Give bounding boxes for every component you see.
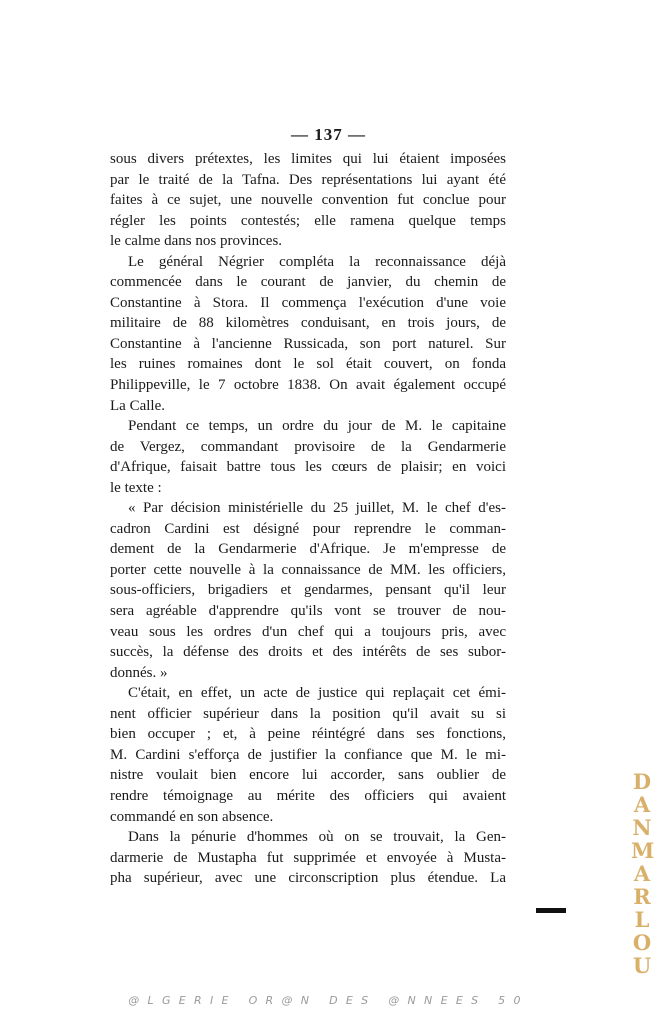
text-line: régler les points contestés; elle ramena quelque temps — [110, 212, 506, 229]
stamp-letter: N — [632, 815, 652, 840]
stamp-letter: O — [632, 930, 652, 955]
text-line: nistre voulait bien encore lui accorder, sans oublier de — [110, 767, 506, 784]
text-line: veau sous les ordres d'un chef qui a toujours pris, avec — [110, 623, 506, 640]
text-line: le calme dans nos provinces. — [110, 233, 283, 250]
stamp-letter: A — [633, 861, 651, 886]
text-line: sera agréable d'apprendre qu'ils vont se trouver de nou- — [110, 603, 506, 620]
stamp-letter: D — [632, 769, 652, 794]
text-line: faites à ce sujet, une nouvelle convention fut conclue pour — [110, 192, 506, 209]
text-line: darmerie de Mustapha fut supprimée et envoyée à Musta- — [110, 849, 506, 866]
stamp-letter: R — [633, 884, 651, 909]
text-line: Philippeville, le 7 octobre 1838. On avait également occupé — [110, 377, 506, 394]
text-line: Le général Négrier compléta la reconnaissance déjà — [128, 253, 506, 270]
text-line: rendre témoignage au mérite des officiers qui avaient — [110, 787, 506, 804]
text-line: La Calle. — [110, 397, 165, 414]
text-line: C'était, en effet, un acte de justice qui replaçait cet émi- — [128, 685, 506, 702]
text-line: cadron Cardini est désigné pour reprendre le comman- — [110, 520, 506, 537]
text-line: bien occuper ; et, à peine réintégré dans ses fonctions, — [110, 726, 506, 743]
text-line: Pendant ce temps, un ordre du jour de M. le capitaine — [128, 418, 506, 435]
text-line: nent officier supérieur dans la position qu'il avait su si — [110, 705, 506, 722]
stamp-letter: A — [633, 792, 651, 817]
text-line: M. Cardini s'efforça de justifier la confiance que M. le mi- — [110, 746, 506, 763]
text-line: sous-officiers, brigadiers et gendarmes, pensant qu'il leur — [110, 582, 506, 599]
text-line: commencée dans le courant de janvier, du chemin de — [110, 274, 506, 291]
text-line: de Vergez, commandant provisoire de la Gendarmerie — [110, 438, 506, 455]
text-line: donnés. » — [110, 664, 168, 681]
footer-watermark: @LGERIE OR@N DES @NNEES 50 — [128, 994, 529, 1007]
side-watermark-stamp — [631, 770, 653, 977]
stamp-letter: M — [631, 838, 655, 863]
text-line: porter cette nouvelle à la connaissance de MM. les officiers, — [110, 561, 506, 578]
text-line: Constantine à l'ancienne Russicada, son port naturel. Sur — [110, 335, 506, 352]
stamp-letter: L — [634, 907, 650, 932]
text-line: pha supérieur, avec une circonscription plus étendue. La — [110, 870, 506, 887]
page-number: — 137 — — [291, 125, 366, 144]
text-line: dement de la Gendarmerie d'Afrique. Je m'empresse de — [110, 541, 506, 558]
text-line: par le traité de la Tafna. Des représentations lui ayant été — [110, 171, 506, 188]
body-text — [110, 149, 506, 889]
text-line: commandé en son absence. — [110, 808, 274, 825]
ink-smudge-mark — [536, 908, 566, 913]
stamp-letter: U — [632, 953, 652, 978]
text-line: Constantine à Stora. Il commença l'exécution d'une voie — [110, 294, 506, 311]
text-line: Dans la pénurie d'hommes où on se trouvait, la Gen- — [128, 829, 506, 846]
text-line: succès, la défense des droits et des intérêts de ses subor- — [110, 644, 506, 661]
text-line: militaire de 88 kilomètres conduisant, en trois jours, de — [110, 315, 506, 332]
text-line: « Par décision ministérielle du 25 juillet, M. le chef d'es- — [128, 500, 506, 517]
text-line: sous divers prétextes, les limites qui lui étaient imposées — [110, 151, 506, 167]
text-line: d'Afrique, faisait battre tous les cœurs de plaisir; en voici — [110, 459, 506, 476]
text-line: le texte : — [110, 479, 162, 496]
text-line: les ruines romaines dont le sol était couvert, on fonda — [110, 356, 506, 373]
